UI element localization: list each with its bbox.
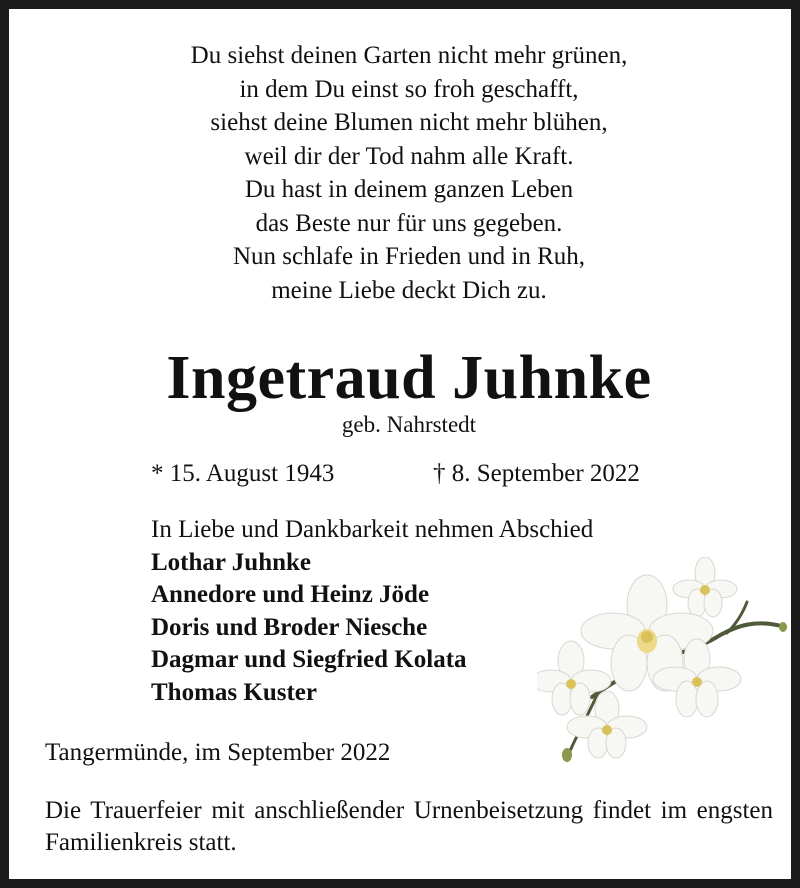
mourner-name: Dagmar und Siegfried Kolata xyxy=(151,646,467,673)
service-note: Die Trauerfeier mit anschließender Urnenbeisetzung findet im engsten Familienkreis statt. xyxy=(45,797,773,856)
poem-line: Nun schlafe in Frieden und in Ruh, xyxy=(232,243,586,270)
farewell-intro: In Liebe und Dankbarkeit nehmen Abschied xyxy=(151,516,594,543)
mourner-name: Doris und Broder Niesche xyxy=(151,613,428,641)
deceased-name: Ingetraud Juhnke xyxy=(166,344,652,412)
birth-date: * 15. August 1943 xyxy=(151,460,335,487)
poem-line: weil dir der Tod nahm alle Kraft. xyxy=(244,142,574,170)
place-and-date: Tangermünde, im September 2022 xyxy=(45,739,391,766)
poem-line: meine Liebe deckt Dich zu. xyxy=(271,276,547,304)
poem-line: in dem Du einst so froh geschafft, xyxy=(239,75,579,103)
poem-line: siehst deine Blumen nicht mehr blühen, xyxy=(210,109,608,136)
poem-line: Du siehst deinen Garten nicht mehr grünen, xyxy=(190,42,628,69)
mourner-name: Thomas Kuster xyxy=(151,678,317,706)
poem xyxy=(49,39,769,307)
farewell-block xyxy=(151,514,593,709)
mourner-name: Annedore und Heinz Jöde xyxy=(151,581,430,608)
maiden-name: geb. Nahrstedt xyxy=(341,412,477,437)
poem-line: das Beste nur für uns gegeben. xyxy=(255,209,563,237)
poem-line: Du hast in deinem ganzen Leben xyxy=(244,176,574,203)
orchid-image xyxy=(537,557,787,769)
death-date: † 8. September 2022 xyxy=(433,460,640,487)
mourner-name: Lothar Juhnke xyxy=(151,548,312,576)
